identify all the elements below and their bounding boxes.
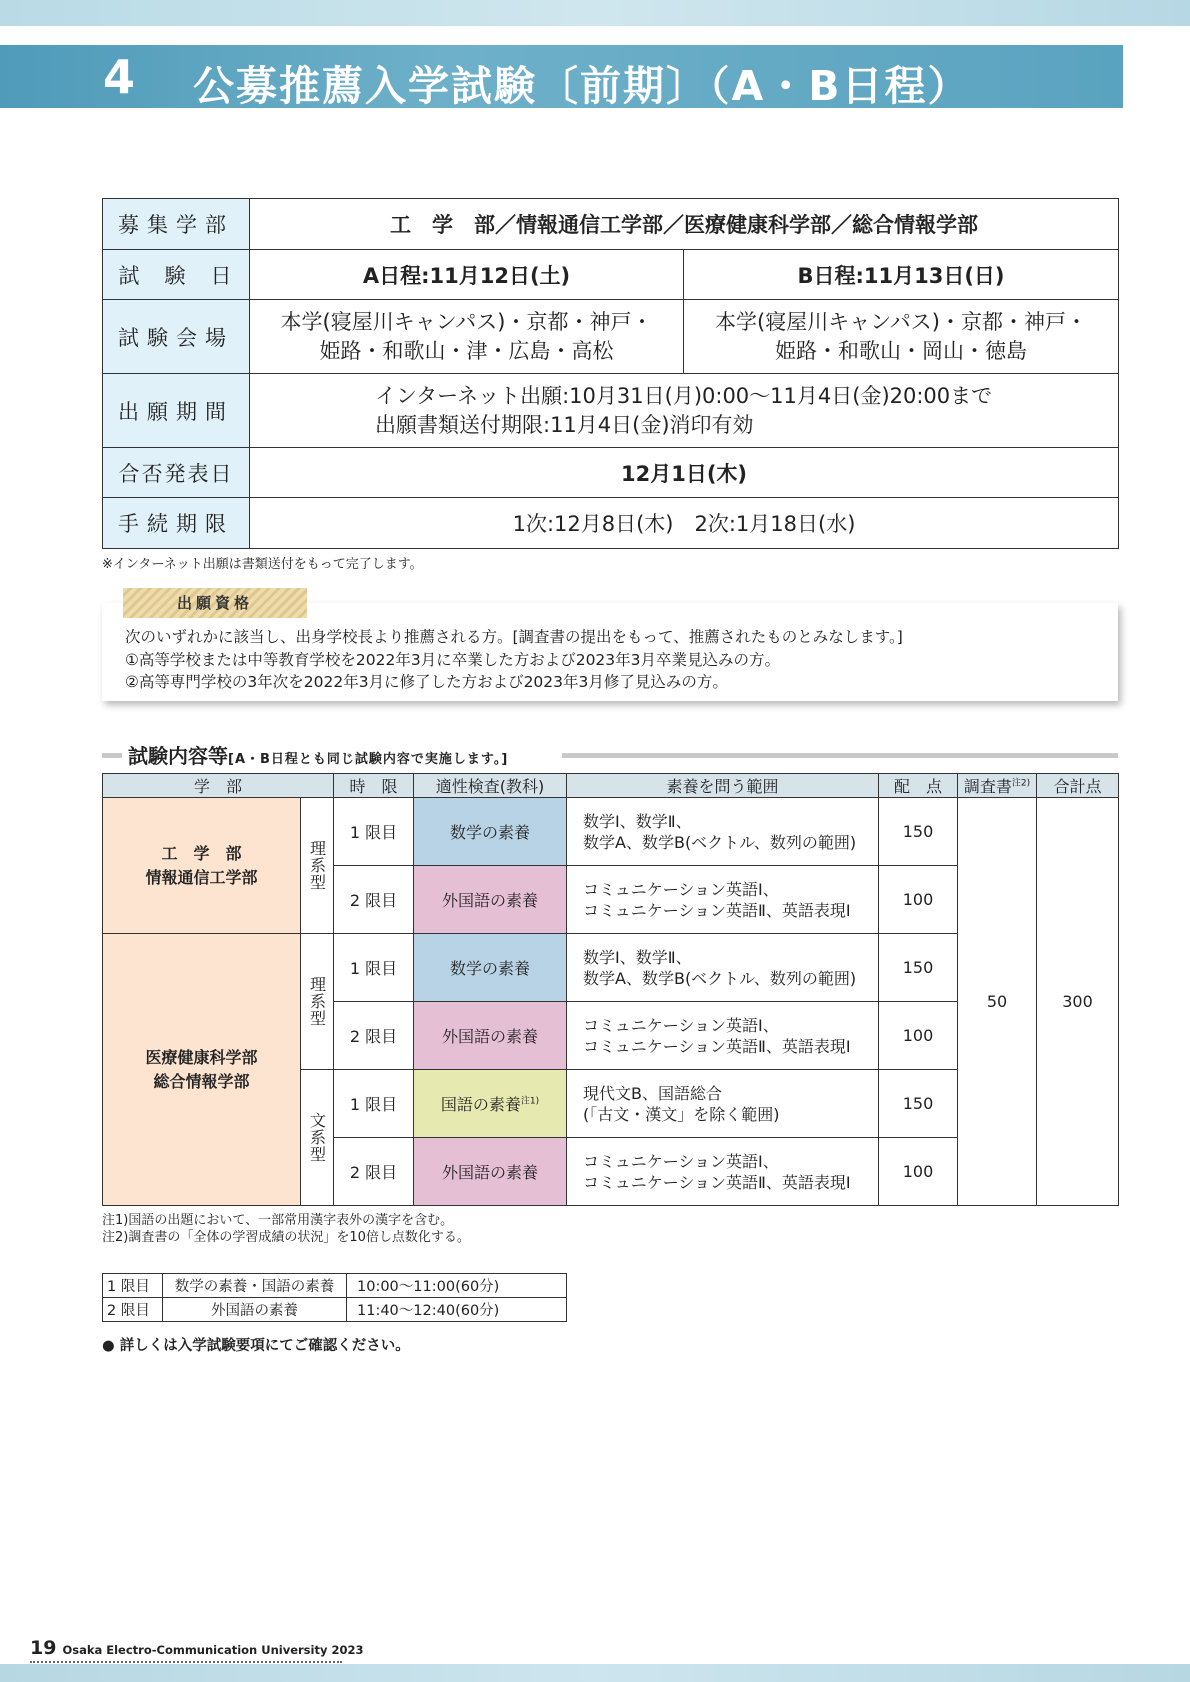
range-jp-line2: (「古文・漢文」を除く範囲) <box>583 1104 780 1124</box>
venue-a-line1: 本学(寝屋川キャンパス)・京都・神戸・ <box>280 309 653 334</box>
header-total: 合計点 <box>1037 774 1119 798</box>
section-title-bar <box>0 45 1123 108</box>
range-jp-line1: 現代文B、国語総合 <box>583 1083 722 1103</box>
heading-rule-left <box>102 753 122 758</box>
dept-group1 <box>103 798 301 934</box>
dept-group1-line2: 情報通信工学部 <box>145 867 258 887</box>
points-cell: 100 <box>879 866 958 934</box>
venue-b-line1: 本学(寝屋川キャンパス)・京都・神戸・ <box>715 309 1087 334</box>
period-cell: 2 限目 <box>334 866 414 934</box>
qualification-line1: 次のいずれかに該当し、出身学校長より推薦される方。[調査書の提出をもって、推薦されたものとみなします。] <box>125 628 903 646</box>
footer-dotted-rule <box>30 1659 342 1663</box>
university-name: Osaka Electro-Communication University 2023 <box>62 1643 364 1657</box>
qualification-line2: ①高等学校または中等教育学校を2022年3月に卒業した方および2023年3月卒業見込みの方。 <box>125 650 781 669</box>
period-label: 出願期間 <box>103 374 250 448</box>
header-report-text: 調査書 <box>963 777 1012 796</box>
header-subject: 適性検査(教科) <box>414 774 567 798</box>
header-range: 素養を問う範囲 <box>567 774 879 798</box>
type-group2-hum: 文系型 <box>301 1070 334 1206</box>
page-title: 公募推薦入学試験〔前期〕（A・B日程） <box>193 62 971 110</box>
type-group1: 理系型 <box>301 798 334 934</box>
range-lang <box>567 1002 879 1070</box>
top-decor-band <box>0 0 1190 26</box>
period-cell: 2 限目 <box>334 1138 414 1206</box>
range-math <box>567 798 879 866</box>
range-lang <box>567 1138 879 1206</box>
subject-math: 数学の素養 <box>414 798 567 866</box>
date-a: A日程:11月12日(土) <box>250 250 684 300</box>
schedule-period: 1 限目 <box>103 1274 163 1298</box>
subject-lang: 外国語の素養 <box>414 1138 567 1206</box>
venue-a <box>250 300 684 374</box>
period-cell: 1 限目 <box>334 934 414 1002</box>
exam-content-table <box>102 773 1119 1206</box>
points-cell: 150 <box>879 1070 958 1138</box>
range-lang-line1: コミュニケーション英語Ⅰ、 <box>583 1015 779 1035</box>
header-report-note: 注2) <box>1011 778 1031 789</box>
report-points: 50 <box>958 798 1037 1206</box>
page-number: 19 <box>30 1637 57 1659</box>
venue-b <box>684 300 1119 374</box>
dept-group1-line1: 工 学 部 <box>161 843 242 863</box>
range-math-line2: 数学A、数学B(ベクトル、数列の範囲) <box>583 832 857 852</box>
detail-note: ● 詳しくは入学試験要項にてご確認ください。 <box>102 1338 410 1354</box>
dept-group2 <box>103 934 301 1206</box>
exam-section-title <box>128 740 508 769</box>
heading-rule-right <box>562 753 1118 758</box>
schedule-table <box>102 1273 567 1322</box>
header-period: 時 限 <box>334 774 414 798</box>
exam-title-text: 試験内容等 <box>128 744 228 768</box>
exam-subtitle: [A・B日程とも同じ試験内容で実施します。] <box>228 752 509 767</box>
proc-label: 手続期限 <box>103 498 250 549</box>
header-dept: 学 部 <box>103 774 334 798</box>
points-cell: 100 <box>879 1138 958 1206</box>
schedule-time: 11:40〜12:40(60分) <box>347 1298 567 1322</box>
type-group2-sci: 理系型 <box>301 934 334 1070</box>
subject-math: 数学の素養 <box>414 934 567 1002</box>
period-line2: 出願書類送付期限:11月4日(金)消印有効 <box>375 412 754 437</box>
date-b: B日程:11月13日(日) <box>684 250 1119 300</box>
exam-note2: 注2)調査書の「全体の学習成績の状況」を10倍し点数化する。 <box>102 1230 470 1245</box>
subject-jp-text: 国語の素養 <box>440 1095 521 1114</box>
range-jp <box>567 1070 879 1138</box>
period-cell: 1 限目 <box>334 1070 414 1138</box>
qualification-text <box>125 626 903 694</box>
range-lang-line2: コミュニケーション英語Ⅱ、英語表現Ⅰ <box>583 1172 851 1192</box>
subject-lang: 外国語の素養 <box>414 866 567 934</box>
bottom-decor-band <box>0 1664 1190 1682</box>
points-cell: 150 <box>879 798 958 866</box>
exam-note1: 注1)国語の出題において、一部常用漢字表外の漢字を含む。 <box>102 1213 454 1228</box>
range-lang-line1: コミュニケーション英語Ⅰ、 <box>583 1151 779 1171</box>
subject-jp <box>414 1070 567 1138</box>
qualification-line3: ②高等専門学校の3年次を2022年3月に修了した方および2023年3月修了見込みの方。 <box>125 673 728 691</box>
header-points: 配 点 <box>879 774 958 798</box>
total-points: 300 <box>1037 798 1119 1206</box>
proc-value: 1次:12月8日(木) 2次:1月18日(水) <box>250 498 1119 549</box>
range-math <box>567 934 879 1002</box>
range-math-line1: 数学Ⅰ、数学Ⅱ、 <box>583 811 692 831</box>
venue-a-line2: 姫路・和歌山・津・広島・高松 <box>319 338 614 363</box>
header-report <box>958 774 1037 798</box>
faculty-value: 工 学 部／情報通信工学部／医療健康科学部／総合情報学部 <box>250 199 1119 250</box>
range-math-line1: 数学Ⅰ、数学Ⅱ、 <box>583 947 692 967</box>
points-cell: 100 <box>879 1002 958 1070</box>
page-footer <box>30 1637 363 1659</box>
dept-group2-line2: 総合情報学部 <box>153 1071 250 1091</box>
exam-notes <box>102 1212 470 1246</box>
faculty-label: 募集学部 <box>103 199 250 250</box>
points-cell: 150 <box>879 934 958 1002</box>
subject-lang: 外国語の素養 <box>414 1002 567 1070</box>
range-lang <box>567 866 879 934</box>
schedule-period: 2 限目 <box>103 1298 163 1322</box>
exam-info-table <box>102 198 1119 549</box>
info-note: ※インターネット出願は書類送付をもって完了します。 <box>102 557 423 572</box>
qualification-tag: 出願資格 <box>123 588 307 618</box>
range-math-line2: 数学A、数学B(ベクトル、数列の範囲) <box>583 968 857 988</box>
exam-section-heading <box>102 742 1118 766</box>
subject-jp-note: 注1) <box>520 1096 540 1107</box>
range-lang-line2: コミュニケーション英語Ⅱ、英語表現Ⅰ <box>583 900 851 920</box>
result-value: 12月1日(木) <box>250 448 1119 498</box>
period-value <box>250 374 1119 448</box>
section-number: 4 <box>103 50 136 104</box>
result-label: 合否発表日 <box>103 448 250 498</box>
period-line1: インターネット出願:10月31日(月)0:00〜11月4日(金)20:00まで <box>375 383 993 408</box>
venue-b-line2: 姫路・和歌山・岡山・徳島 <box>775 338 1027 363</box>
schedule-subject: 数学の素養・国語の素養 <box>163 1274 347 1298</box>
range-lang-line1: コミュニケーション英語Ⅰ、 <box>583 879 779 899</box>
range-lang-line2: コミュニケーション英語Ⅱ、英語表現Ⅰ <box>583 1036 851 1056</box>
schedule-subject: 外国語の素養 <box>163 1298 347 1322</box>
period-cell: 1 限目 <box>334 798 414 866</box>
dept-group2-line1: 医療健康科学部 <box>145 1047 258 1067</box>
period-cell: 2 限目 <box>334 1002 414 1070</box>
schedule-time: 10:00〜11:00(60分) <box>347 1274 567 1298</box>
date-label: 試 験 日 <box>103 250 250 300</box>
venue-label: 試験会場 <box>103 300 250 374</box>
